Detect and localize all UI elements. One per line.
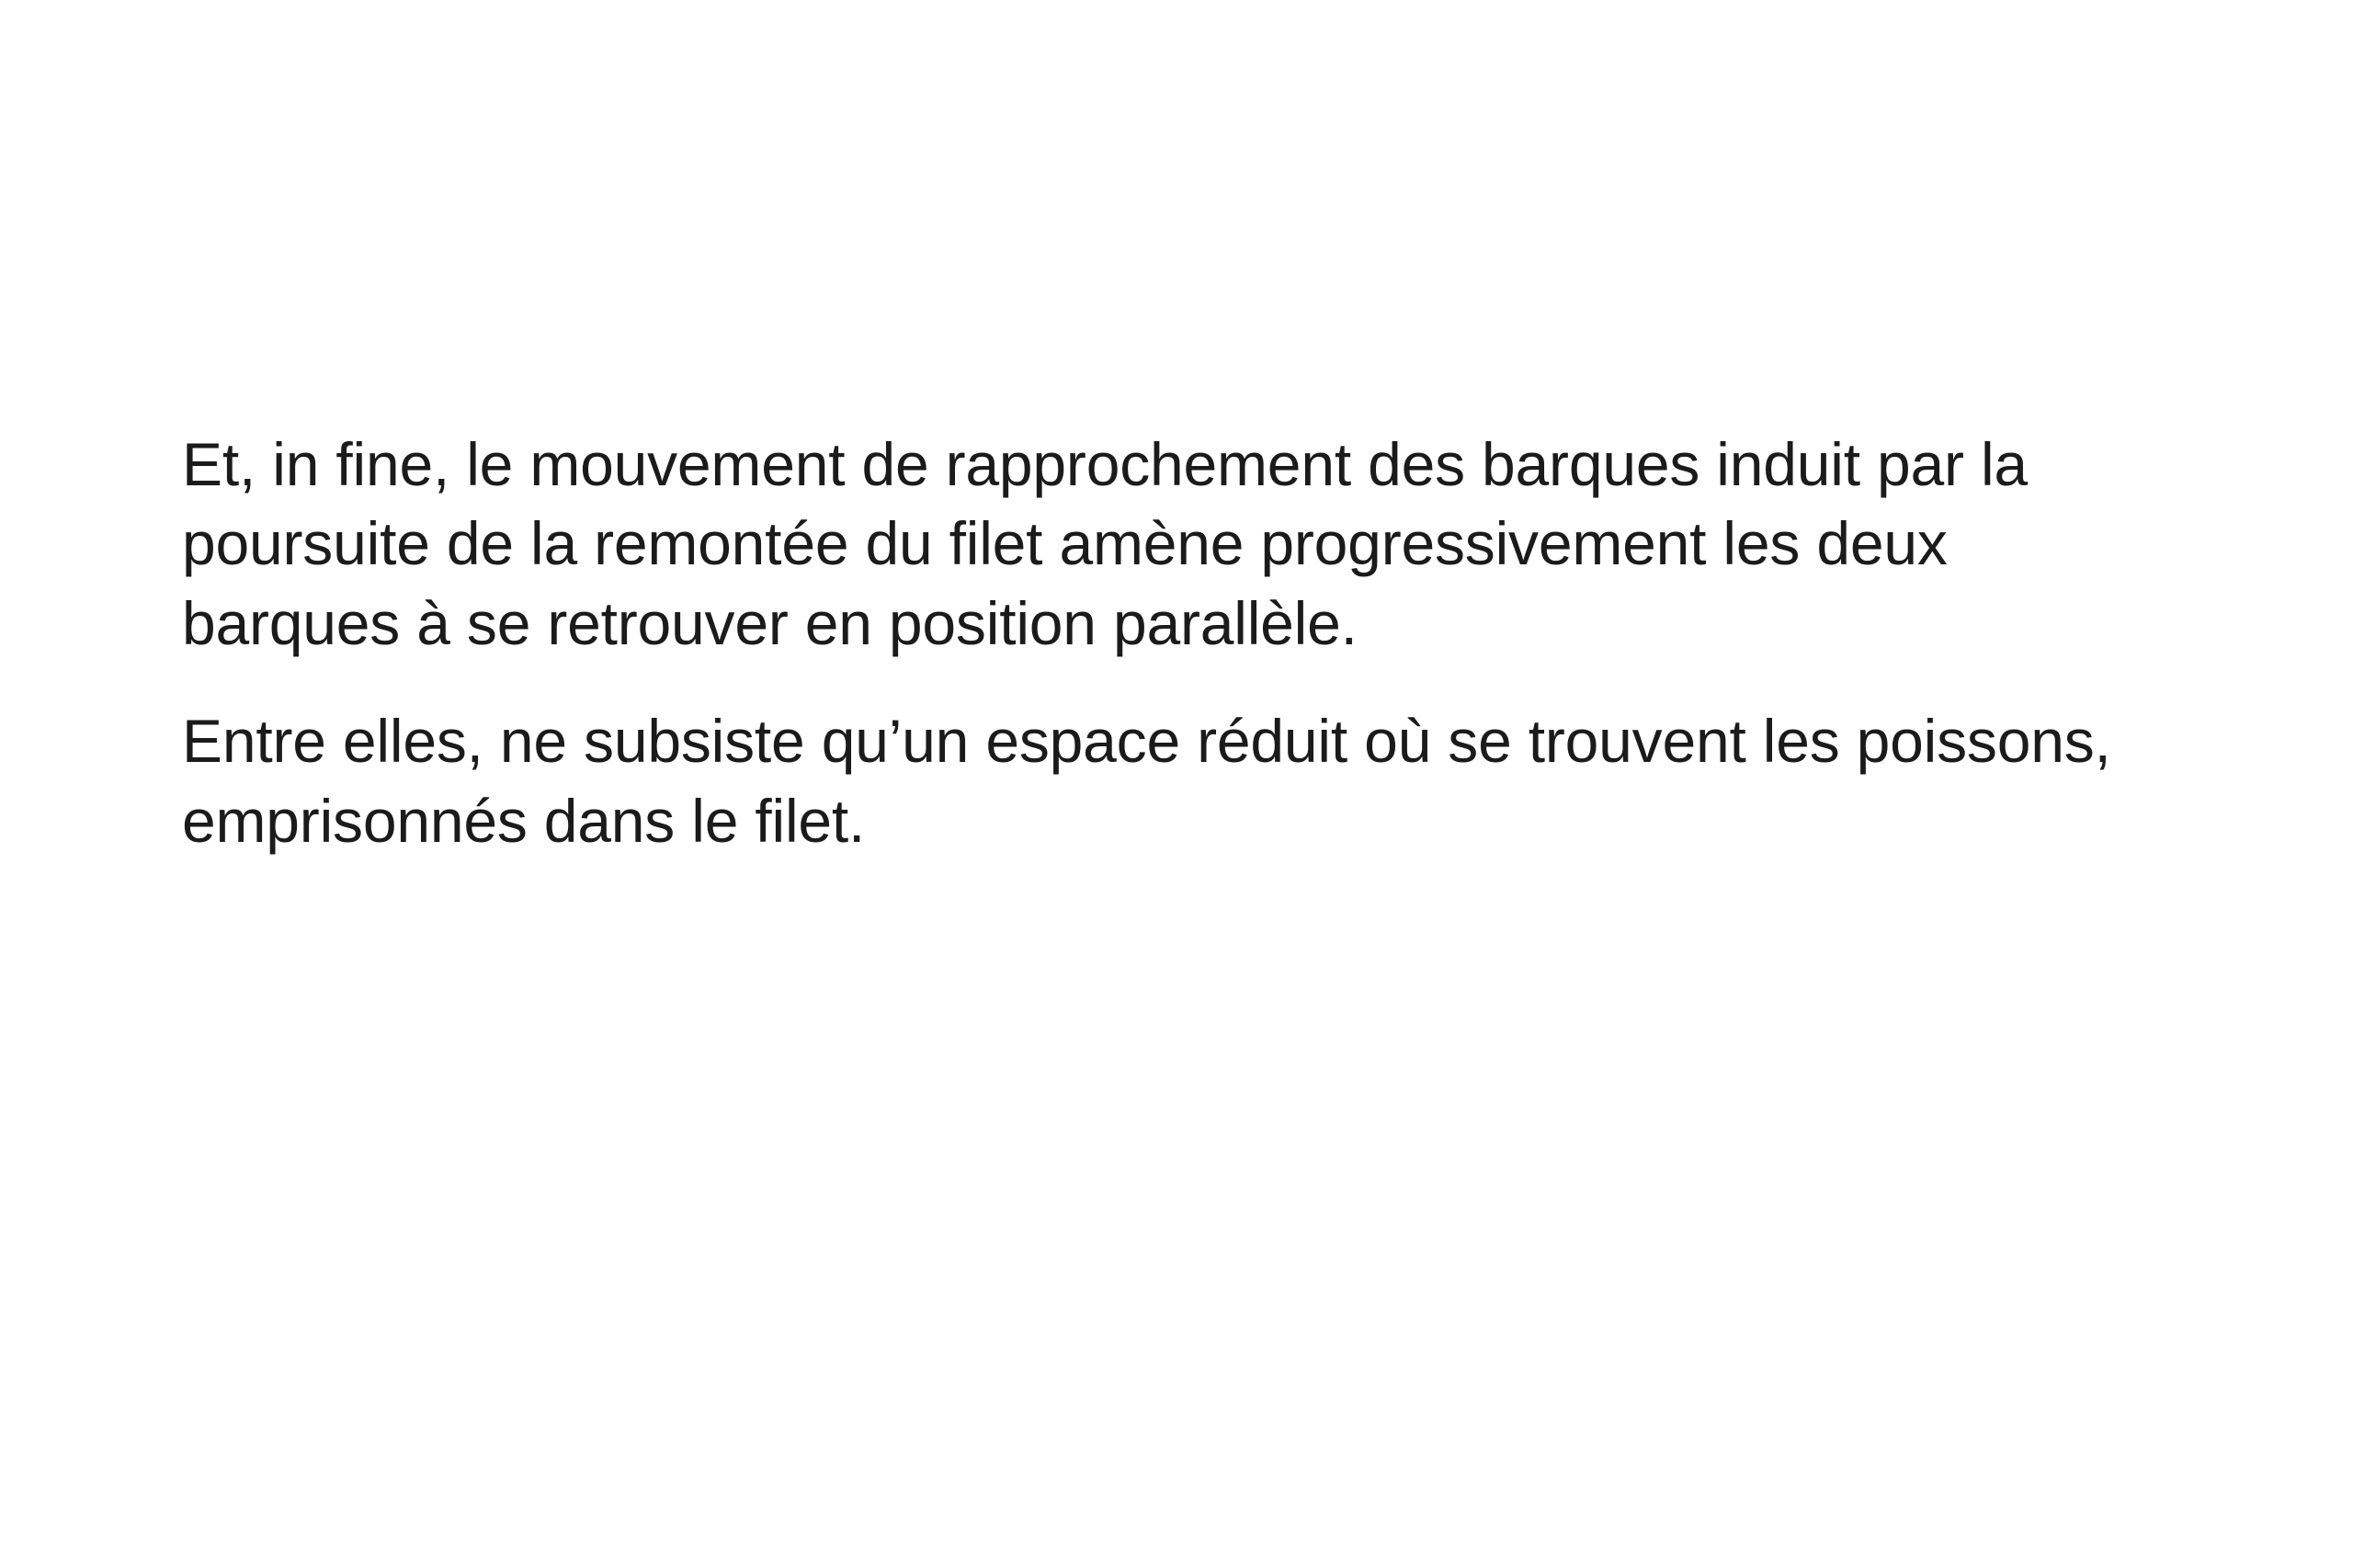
paragraph-1: Et, in fine, le mouvement de rapprochement des barques induit par la poursuite de la remontée du filet amène progressivement les deux barques à se retrouver en position parallèle. [182, 430, 2028, 657]
slide-body-text [182, 425, 2186, 860]
paragraph-2: Entre elles, ne subsiste qu’un espace réduit où se trouvent les poissons, emprisonnés dans le filet. [182, 707, 2111, 855]
